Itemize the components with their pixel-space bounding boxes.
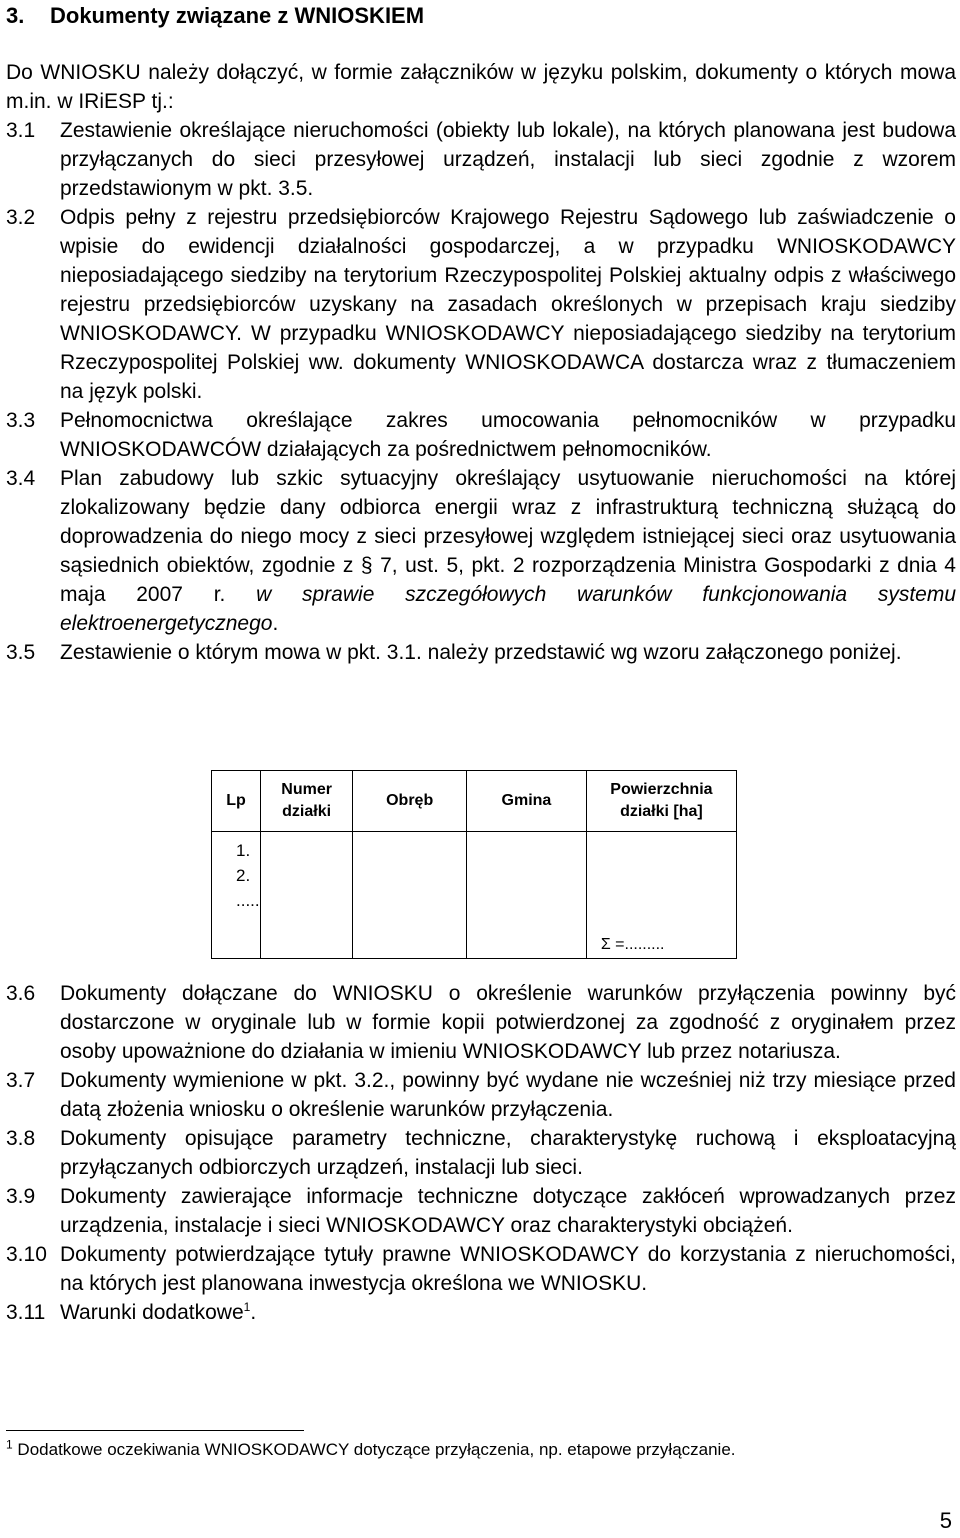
item-text: Zestawienie określające nieruchomości (obiekty lub lokale), na których planowana jest budowa przyłączanych do sieci przesyłowej urządzeń, instalacji lub sieci zgodnie z wzorem przedstawionym w pkt. 3.5. [60, 119, 956, 200]
table-row-number: 1. [236, 841, 251, 860]
item-text: Dokumenty wymienione w pkt. 3.2., powinny być wydane nie wcześniej niż trzy miesiące przed datą złożenia wniosku o określenie warunków przyłączenia. [60, 1069, 956, 1121]
item-tail: . [272, 612, 279, 635]
list-item [6, 1240, 956, 1298]
item-number: 3.11 [6, 1301, 46, 1324]
table-lp-cell [212, 832, 261, 959]
item-text: Warunki dodatkowe [60, 1301, 244, 1324]
table-row-number: ..... [236, 891, 260, 910]
table-cell [260, 832, 352, 959]
list-item [6, 406, 956, 464]
item-text: Dokumenty opisujące parametry techniczne, charakterystykę ruchową i eksploatacyjną przyłączanych odbiorczych urządzeń, instalacji lub sieci. [60, 1127, 956, 1179]
item-text: Plan zabudowy lub szkic sytuacyjny określający usytuowanie nieruchomości na której zlokalizowany będzie dany odbiorca energii wraz z infrastrukturą techniczną służącą do doprowadzenia do niego mocy z sieci przesyłowej względem istniejącej sieci oraz usytuowania sąsiednich obiektów, zgodnie z § 7, ust. 5, pkt. 2 rozporządzenia Ministra Gospodarki z dnia 4 maja 2007 r. [60, 467, 956, 606]
table-header-cell: Numer działki [260, 771, 352, 832]
table-header-cell: Obręb [353, 771, 467, 832]
footnote [6, 1438, 736, 1462]
section-number: 3. [6, 3, 25, 28]
item-text: Dokumenty potwierdzające tytuły prawne WNIOSKODAWCY do korzystania z nieruchomości, na których jest planowana inwestycja określona we WNIOSKU. [60, 1243, 956, 1295]
list-item [6, 464, 956, 638]
list-item [6, 203, 956, 406]
item-tail: . [250, 1301, 257, 1324]
footnote-marker: 1 [6, 1437, 13, 1452]
item-number: 3.9 [6, 1185, 36, 1208]
table-sum-cell: Σ =......... [586, 832, 736, 959]
list-item [6, 116, 956, 203]
table-cell [353, 832, 467, 959]
parcel-table [211, 770, 737, 959]
table-body-row [212, 832, 737, 959]
list-item [6, 1298, 956, 1327]
item-text: Dokumenty dołączane do WNIOSKU o określenie warunków przyłączenia powinny być dostarczone w oryginale lub w formie kopii potwierdzonej za zgodność z oryginałem przez osoby upoważnione do działania w imieniu WNIOSKODAWCY lub przez notariusza. [60, 982, 956, 1063]
table-header-cell: Powierzchnia działki [ha] [586, 771, 736, 832]
list-item [6, 1182, 956, 1240]
list-item [6, 1066, 956, 1124]
intro-paragraph: Do WNIOSKU należy dołączyć, w formie załączników w języku polskim, dokumenty o których mowa m.in. w IRiESP tj.: [6, 61, 956, 113]
item-text: Odpis pełny z rejestru przedsiębiorców Krajowego Rejestru Sądowego lub zaświadczenie o wpisie do ewidencji działalności gospodarczej, a w przypadku WNIOSKODAWCY nieposiadającego siedziby na terytorium Rzeczypospolitej Polskiej aktualny odpis z właściwego rejestru przedsiębiorców uzyskany na zasadach określonych w przepisach kraju siedziby WNIOSKODAWCY. W przypadku WNIOSKODAWCY nieposiadającego siedziby na terytorium Rzeczypospolitej Polskiej ww. dokumenty WNIOSKODAWCA dostarcza wraz z tłumaczeniem na język polski. [60, 206, 956, 403]
section-heading [6, 2, 424, 30]
item-number: 3.1 [6, 119, 36, 142]
list-item [6, 638, 956, 667]
table-cell [467, 832, 587, 959]
item-number: 3.5 [6, 641, 36, 664]
table-header-row [212, 771, 737, 832]
footnote-divider [6, 1430, 304, 1431]
item-number: 3.8 [6, 1127, 36, 1150]
item-text: Dokumenty zawierające informacje techniczne dotyczące zakłóceń wprowadzanych przez urządzenia, instalacje i sieci WNIOSKODAWCY oraz charakterystyki obciążeń. [60, 1185, 956, 1237]
footnote-ref[interactable]: 1 [243, 1300, 251, 1314]
list-item [6, 979, 956, 1066]
items-list-bottom [6, 979, 956, 1327]
item-number: 3.7 [6, 1069, 36, 1092]
item-italic-title: w sprawie szczegółowych warunków funkcjonowania systemu elektroenergetycznego [60, 583, 957, 635]
footnote-text: Dodatkowe oczekiwania WNIOSKODAWCY dotyczące przyłączenia, np. etapowe przyłączanie. [17, 1440, 736, 1459]
item-text: Zestawienie o którym mowa w pkt. 3.1. należy przedstawić wg wzoru załączonego poniżej. [60, 641, 902, 664]
item-number: 3.4 [6, 467, 36, 490]
table-header-cell: Gmina [467, 771, 587, 832]
item-number: 3.3 [6, 409, 36, 432]
items-list-top [6, 116, 956, 667]
section-title: Dokumenty związane z WNIOSKIEM [50, 3, 425, 28]
page-number: 5 [939, 1508, 952, 1533]
item-text: Pełnomocnictwa określające zakres umocowania pełnomocników w przypadku WNIOSKODAWCÓW działających za pośrednictwem pełnomocników. [60, 409, 956, 461]
list-item [6, 1124, 956, 1182]
item-number: 3.6 [6, 982, 36, 1005]
item-number: 3.10 [6, 1243, 47, 1266]
item-number: 3.2 [6, 206, 36, 229]
table-row-number: 2. [236, 866, 251, 885]
table-header-cell: Lp [212, 771, 261, 832]
